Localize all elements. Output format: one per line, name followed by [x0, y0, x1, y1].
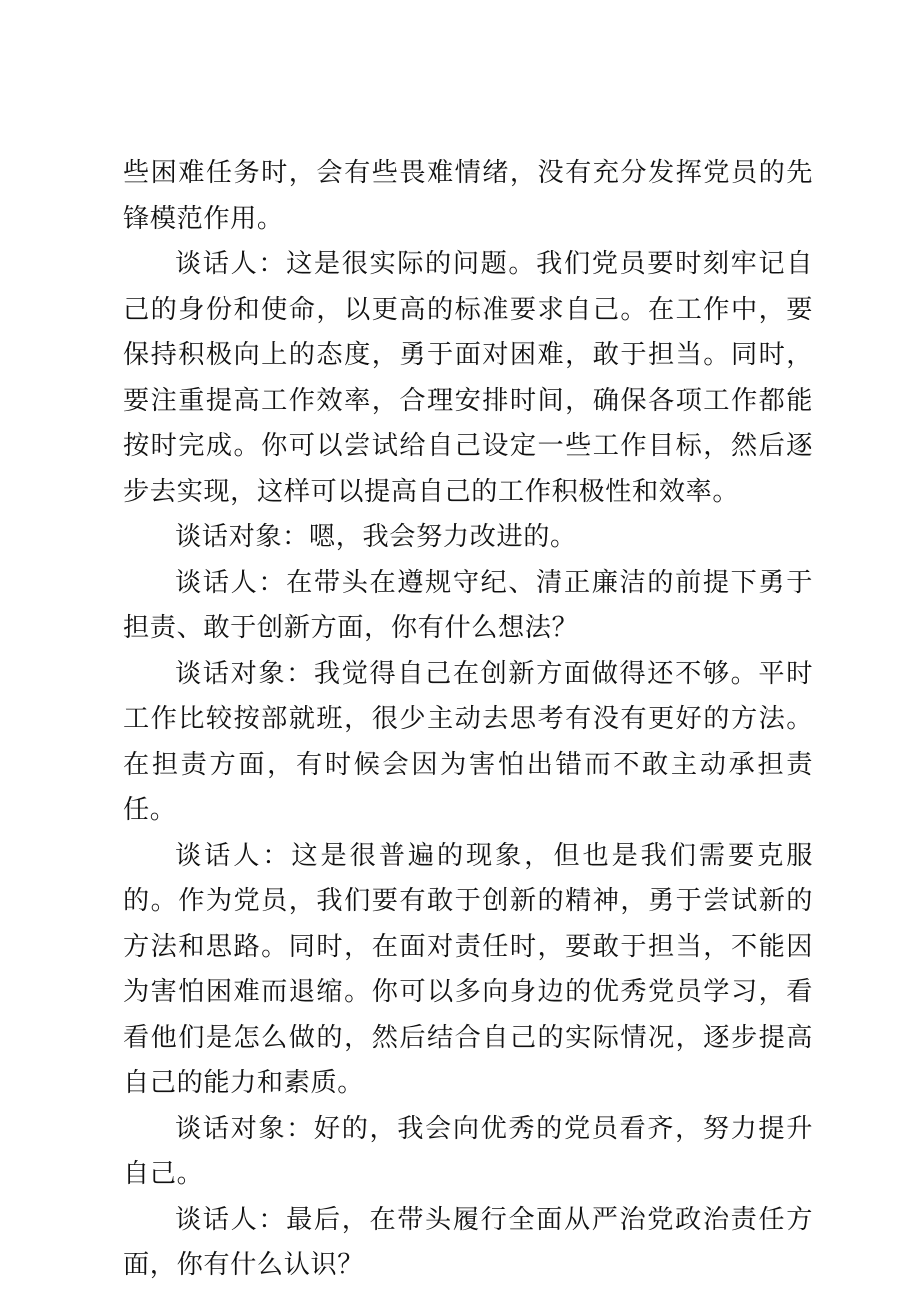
paragraph-interviewee-1: 谈话对象：嗯，我会努力改进的。	[175, 522, 577, 552]
paragraph-interviewer-1: 谈话人：这是很实际的问题。我们党员要时刻牢记自己的身份和使命，以更高的标准要求自己。在工作中，要保持积极向上的态度，勇于面对困难，敢于担当。同时，要注重提高工作效率，合理安排时间，确保各项工作都能按时完成。你可以尝试给自己设定一些工作目标，然后逐步去实现，这样可以提高自己的工作积极性和效率。	[123, 249, 813, 507]
paragraph-interviewee-3: 谈话对象：好的，我会向优秀的党员看齐，努力提升自己。	[123, 1113, 813, 1189]
paragraph-interviewer-3: 谈话人：这是很普遍的现象，但也是我们需要克服的。作为党员，我们要有敢于创新的精神，勇于尝试新的方法和思路。同时，在面对责任时，要敢于担当，不能因为害怕困难而退缩。你可以多向身边的优秀党员学习，看看他们是怎么做的，然后结合自己的实际情况，逐步提高自己的能力和素质。	[123, 840, 813, 1098]
paragraph-interviewee-2: 谈话对象：我觉得自己在创新方面做得还不够。平时工作比较按部就班，很少主动去思考有没有更好的方法。在担责方面，有时候会因为害怕出错而不敢主动承担责任。	[123, 658, 813, 825]
paragraph-continuation: 些困难任务时，会有些畏难情绪，没有充分发挥党员的先锋模范作用。	[123, 158, 813, 234]
paragraph-interviewer-2: 谈话人：在带头在遵规守纪、清正廉洁的前提下勇于担责、敢于创新方面，你有什么想法？	[123, 567, 813, 643]
document-body	[123, 151, 813, 1289]
paragraph-interviewer-4: 谈话人：最后，在带头履行全面从严治党政治责任方面，你有什么认识？	[123, 1204, 813, 1280]
